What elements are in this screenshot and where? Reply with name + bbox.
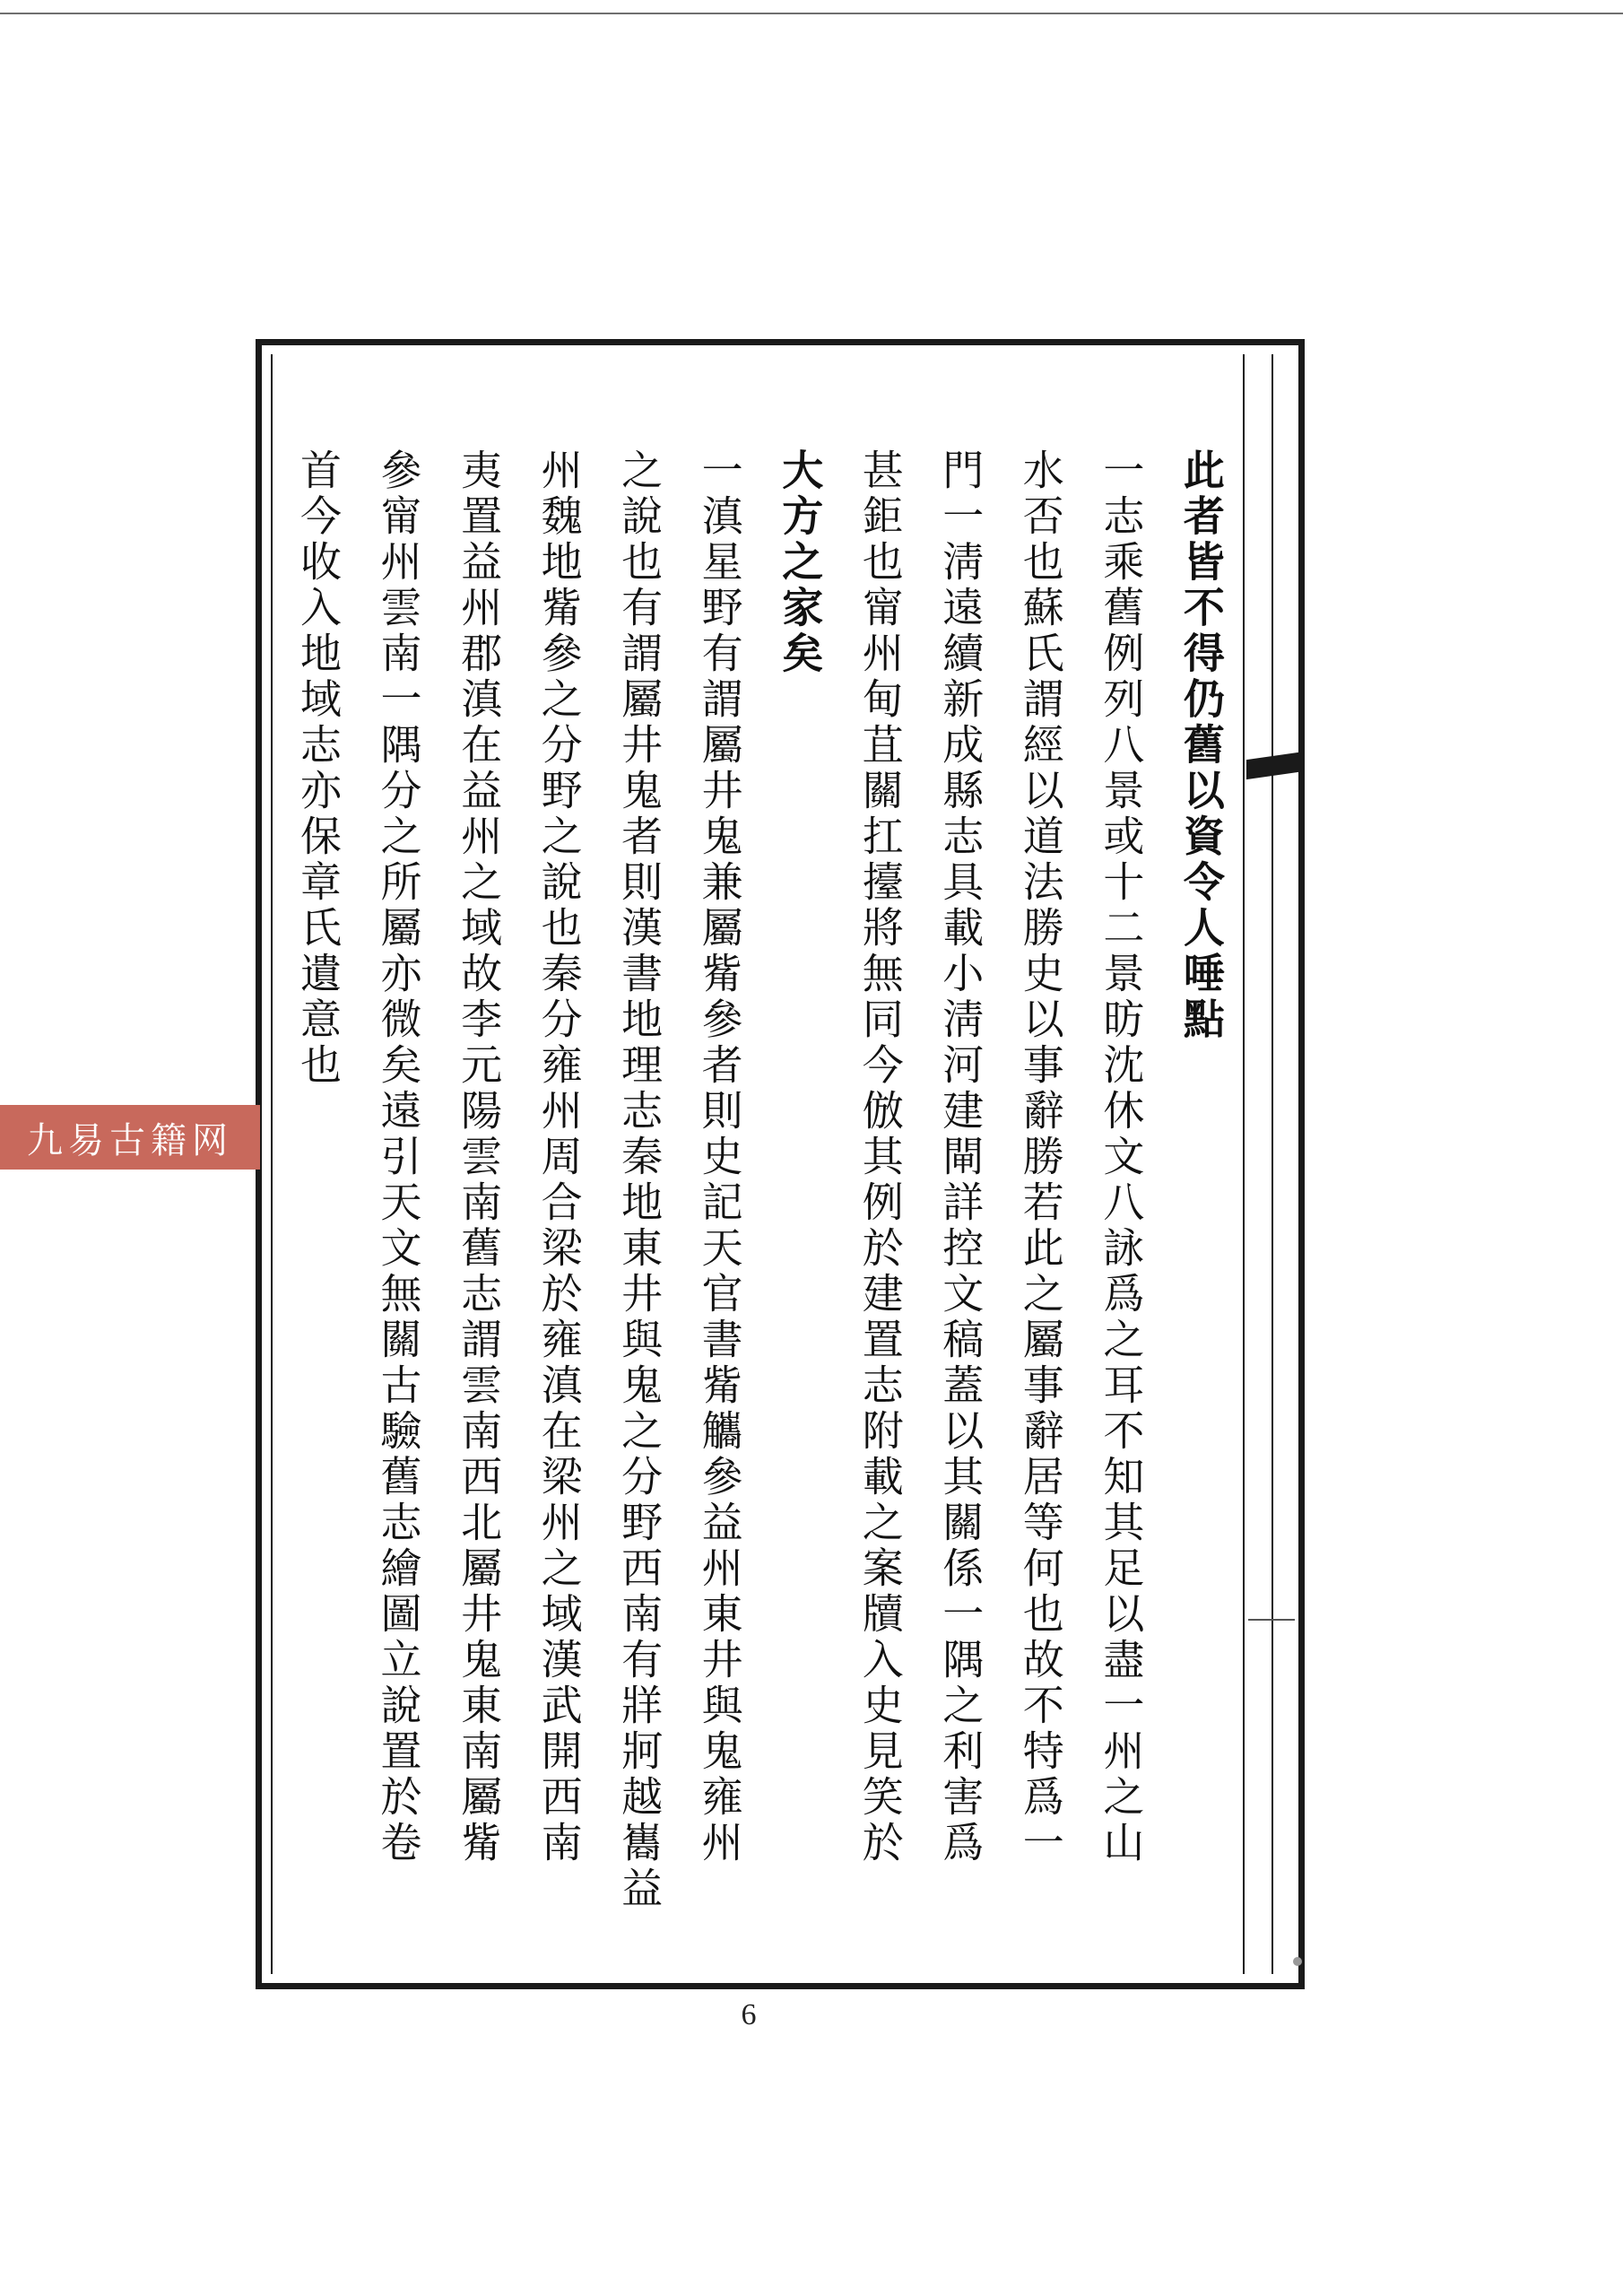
gutter-line (1271, 354, 1273, 1974)
text-column: 州魏地觜參之分野之說也秦分雍州周合梁於雍滇在梁州之域漢武開西南 (534, 448, 584, 1866)
text-column: 之說也有謂屬井鬼者則漢書地理志秦地東井與鬼之分野西南有牂牁越巂益 (615, 448, 664, 1912)
watermark-text: 九易古籍网 (27, 1119, 233, 1161)
top-rule (0, 13, 1623, 14)
text-column: 首今收入地域志亦保章氏遺意也 (294, 448, 343, 1089)
text-column: 夷置益州郡滇在益州之域故李元陽雲南舊志謂雲南西北屬井鬼東南屬觜 (455, 448, 504, 1866)
gutter-tick (1248, 1619, 1295, 1621)
fishtail-mark (1246, 752, 1298, 779)
text-column: 門一淸遠續新成縣志具載小淸河建閘詳控文稿蓋以其關係一隅之利害爲 (936, 448, 985, 1866)
text-column: 一滇星野有謂屬井鬼兼屬觜參者則史記天官書觜觿參益州東井與鬼雍州 (695, 448, 744, 1866)
text-column: 大方之家矣 (776, 448, 825, 677)
page-number: 6 (741, 1998, 757, 2031)
text-column: 一志乘舊例列八景或十二景昉沈休文八詠爲之耳不知其足以盡一州之山 (1097, 448, 1146, 1866)
text-column: 此者皆不得仍舊以資令人唾點 (1176, 448, 1226, 1043)
text-column: 水否也蘇氏謂經以道法勝史以事辭勝若此之屬事辭居等何也故不特爲一 (1016, 448, 1065, 1866)
text-column: 參甯州雲南一隅分之所屬亦微矣遠引天文無關古驗舊志繪圖立說置於卷 (374, 448, 423, 1866)
text-column: 甚鉅也甯州甸苴關扛擡將無同今倣其例於建置志附載之案牘入史見笑於 (855, 448, 905, 1866)
text-body (291, 448, 1228, 1955)
ink-speck (1293, 1957, 1302, 1966)
watermark-badge (0, 1105, 260, 1170)
